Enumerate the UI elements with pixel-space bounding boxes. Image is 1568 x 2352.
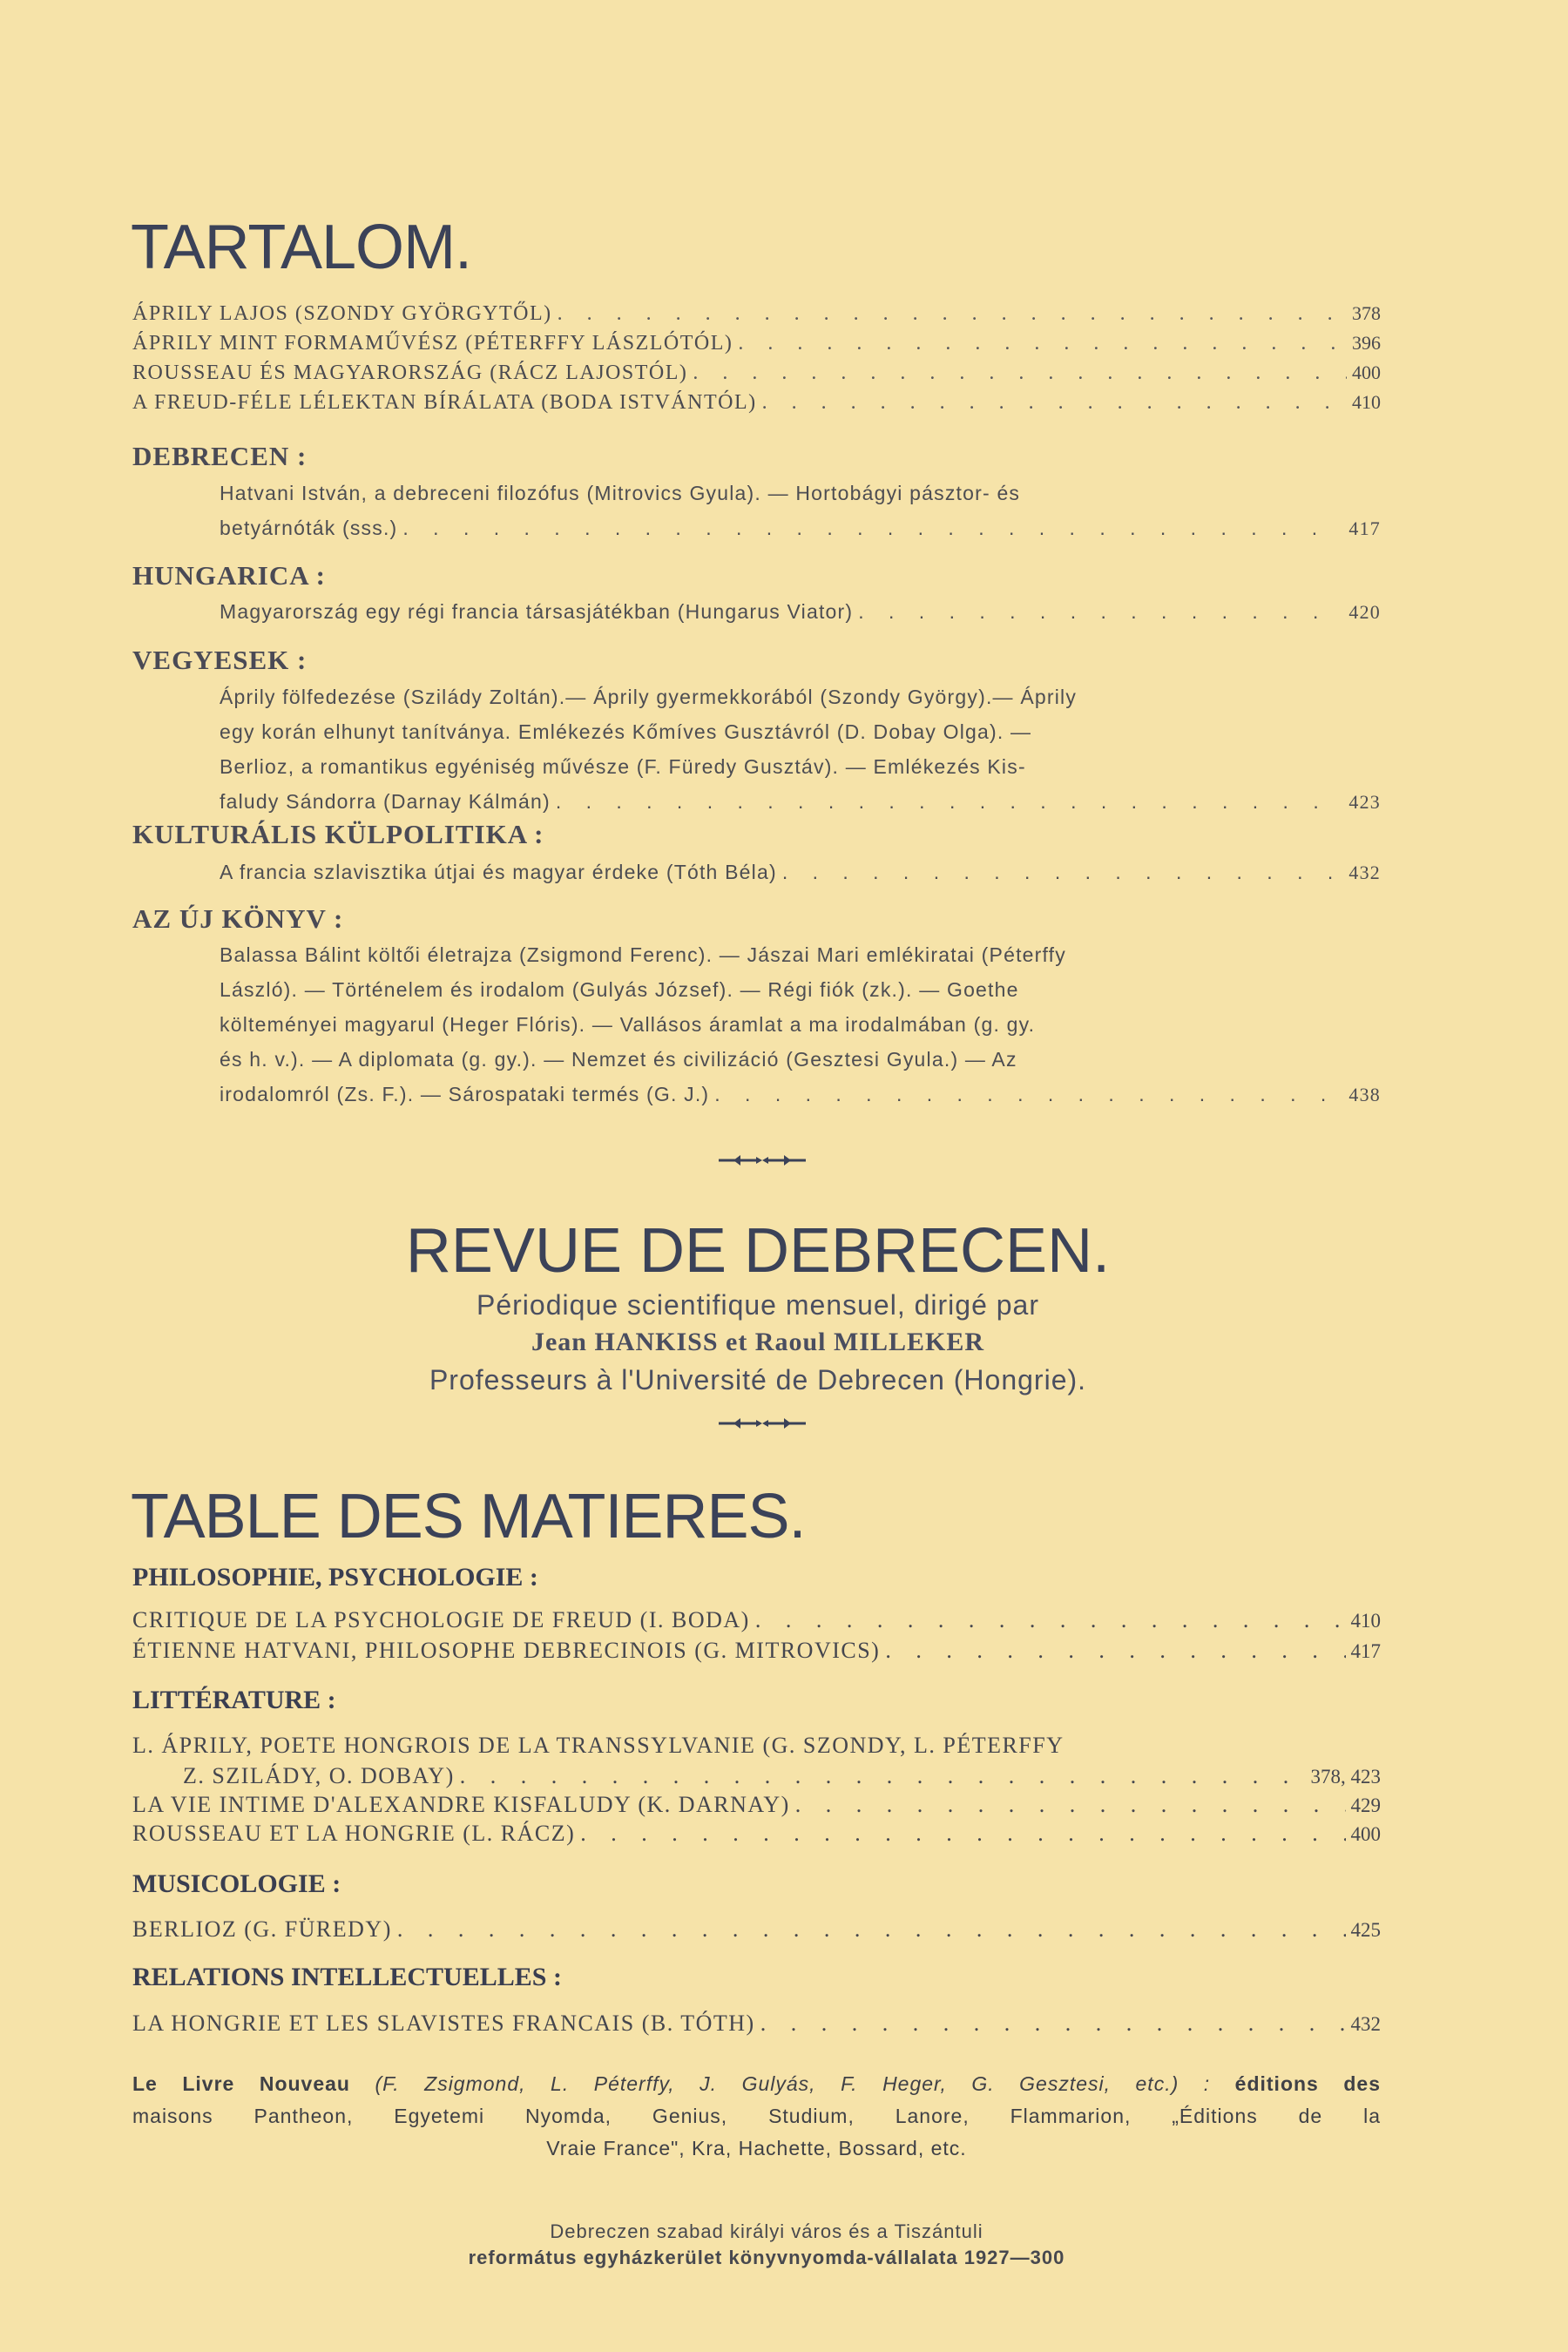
section-heading-relations: RELATIONS INTELLECTUELLES :: [132, 1963, 562, 1991]
section-heading-vegyesek: VEGYESEK :: [132, 645, 308, 675]
toc-row: [132, 391, 1381, 416]
section-text-konyv: [220, 937, 1381, 1112]
toc-row: [183, 1763, 1381, 1789]
table-title: TABLE DES MATIERES.: [131, 1482, 806, 1551]
toc-page: 425: [1350, 1919, 1381, 1941]
revue-title: REVUE DE DEBRECEN.: [405, 1216, 1111, 1286]
toc-row: [132, 1638, 1381, 1664]
section-heading-musicologie: MUSICOLOGIE :: [132, 1869, 341, 1898]
imprint-line: református egyházkerület könyvnyomda-vállalata 1927—300: [468, 2247, 1065, 2268]
toc-title: ÉTIENNE HATVANI, PHILOSOPHE DEBRECINOIS (G. MITROVICS): [132, 1638, 881, 1663]
toc-title: A FREUD-FÉLE LÉLEKTAN BÍRÁLATA (BODA ISTVÁNTÓL): [132, 391, 757, 414]
toc-row: [132, 332, 1381, 356]
toc-page: 432: [1348, 862, 1381, 883]
toc-page: 438: [1348, 1084, 1381, 1105]
section-text-hungarica: [220, 594, 1381, 630]
toc-title: ÁPRILY MINT FORMAMŰVÉSZ (PÉTERFFY LÁSZLÓTÓL): [132, 332, 733, 355]
toc-row: [132, 1792, 1381, 1818]
ornament-divider: [714, 1152, 810, 1169]
toc-title: Z. SZILÁDY, O. DOBAY): [183, 1763, 455, 1788]
section-text-kulturalis: [220, 855, 1381, 890]
toc-row: [132, 362, 1381, 386]
section-heading-litterature: LITTÉRATURE :: [132, 1686, 336, 1714]
toc-page: 396: [1352, 332, 1381, 354]
toc-page: 400: [1350, 1823, 1381, 1845]
text-line-content: Magyarország egy régi francia társasjátékban (Hungarus Viator): [220, 600, 854, 623]
toc-page: 429: [1350, 1794, 1381, 1816]
text-line: [220, 510, 1381, 546]
toc-title: BERLIOZ (G. FÜREDY): [132, 1916, 392, 1942]
text-line-content: betyárnóták (sss.): [220, 517, 398, 539]
section-text-vegyesek: [220, 679, 1381, 820]
toc-row: [132, 1821, 1381, 1847]
toc-title: ROUSSEAU ET LA HONGRIE (L. RÁCZ): [132, 1821, 576, 1846]
imprint: [418, 2219, 1115, 2271]
text-line: [220, 1077, 1381, 1112]
livre-nouveau-note: [132, 2068, 1381, 2165]
section-heading-debrecen: DEBRECEN :: [132, 441, 308, 471]
section-text-debrecen: [220, 476, 1381, 546]
livre-lead: Le Livre Nouveau: [132, 2072, 350, 2095]
text-line-content: A francia szlavisztika útjai és magyar érdeke (Tóth Béla): [220, 861, 777, 883]
toc-title: L. ÁPRILY, POETE HONGROIS DE LA TRANSSYLVANIE (G. SZONDY, L. PÉTERFFY: [132, 1733, 1064, 1758]
text-line: egy korán elhunyt tanítványa. Emlékezés Kőmíves Gusztávról (D. Dobay Olga). —: [220, 720, 1032, 743]
text-line-content: irodalomról (Zs. F.). — Sárospataki termés (G. J.): [220, 1083, 710, 1105]
toc-row: [132, 2011, 1381, 2037]
revue-editors: Jean HANKISS et Raoul MILLEKER: [531, 1328, 985, 1356]
toc-page: 378: [1352, 302, 1381, 324]
toc-page: 400: [1352, 362, 1381, 383]
text-line: László). — Történelem és irodalom (Gulyás József). — Régi fiók (zk.). — Goethe: [220, 978, 1019, 1001]
toc-page: 410: [1352, 391, 1381, 413]
toc-title: LA VIE INTIME D'ALEXANDRE KISFALUDY (K. DARNAY): [132, 1792, 790, 1817]
toc-page: 378, 423: [1310, 1766, 1381, 1788]
livre-line: [132, 2068, 1381, 2100]
section-heading-kulturalis: KULTURÁLIS KÜLPOLITIKA :: [132, 819, 544, 849]
text-line: [220, 784, 1381, 820]
livre-line: Vraie France", Kra, Hachette, Bossard, etc.: [546, 2137, 967, 2159]
toc-title: CRITIQUE DE LA PSYCHOLOGIE DE FREUD (I. BODA): [132, 1607, 750, 1632]
imprint-line: Debreczen szabad királyi város és a Tiszántuli: [550, 2220, 983, 2242]
toc-title: ÁPRILY LAJOS (SZONDY GYÖRGYTŐL): [132, 302, 552, 325]
toc-page: 420: [1348, 601, 1381, 623]
ornament-divider: [714, 1415, 810, 1432]
revue-subtitle: Périodique scientifique mensuel, dirigé par: [476, 1289, 1039, 1321]
text-line-content: faludy Sándorra (Darnay Kálmán): [220, 790, 551, 813]
text-line: Hatvani István, a debreceni filozófus (Mitrovics Gyula). — Hortobágyi pásztor- és: [220, 482, 1021, 504]
section-heading-konyv: AZ ÚJ KÖNYV :: [132, 903, 344, 934]
toc-row: [132, 1607, 1381, 1633]
toc-page: 410: [1350, 1610, 1381, 1632]
text-line: Berlioz, a romantikus egyéniség művésze (F. Füredy Gusztáv). — Emlékezés Kis-: [220, 755, 1026, 778]
toc-row: [132, 302, 1381, 327]
text-line: és h. v.). — A diplomata (g. gy.). — Nemzet és civilizáció (Gesztesi Gyula.) — Az: [220, 1048, 1017, 1071]
toc-page: 417: [1348, 517, 1381, 539]
text-line: [220, 594, 1381, 630]
toc-title: LA HONGRIE ET LES SLAVISTES FRANCAIS (B. TÓTH): [132, 2011, 755, 2036]
text-line: Balassa Bálint költői életrajza (Zsigmond Ferenc). — Jászai Mari emlékiratai (Péterffy: [220, 943, 1066, 966]
revue-professors: Professeurs à l'Université de Debrecen (Hongrie).: [429, 1364, 1087, 1396]
text-line: költeményei magyarul (Heger Flóris). — Vallásos áramlat a ma irodalmában (g. gy.: [220, 1013, 1036, 1036]
text-line: Áprily fölfedezése (Szilády Zoltán).— Áprily gyermekkorából (Szondy György).— Áprily: [220, 686, 1078, 708]
tartalom-title: TARTALOM.: [131, 213, 472, 282]
toc-page: 417: [1350, 1640, 1381, 1662]
livre-authors: (F. Zsigmond, L. Péterffy, J. Gulyás, F. Heger, G. Gesztesi, etc.) :: [375, 2072, 1211, 2095]
toc-row: [132, 1916, 1381, 1943]
livre-editions: éditions des: [1234, 2072, 1381, 2095]
livre-line: maisons Pantheon, Egyetemi Nyomda, Genius, Studium, Lanore, Flammarion, „Éditions de la: [132, 2105, 1381, 2127]
text-line: [220, 855, 1381, 890]
section-heading-philosophie: PHILOSOPHIE, PSYCHOLOGIE :: [132, 1563, 538, 1592]
toc-title: ROUSSEAU ÉS MAGYARORSZÁG (RÁCZ LAJOSTÓL): [132, 362, 688, 384]
toc-page: 432: [1350, 2013, 1381, 2035]
toc-page: 423: [1348, 791, 1381, 813]
section-heading-hungarica: HUNGARICA :: [132, 560, 326, 591]
